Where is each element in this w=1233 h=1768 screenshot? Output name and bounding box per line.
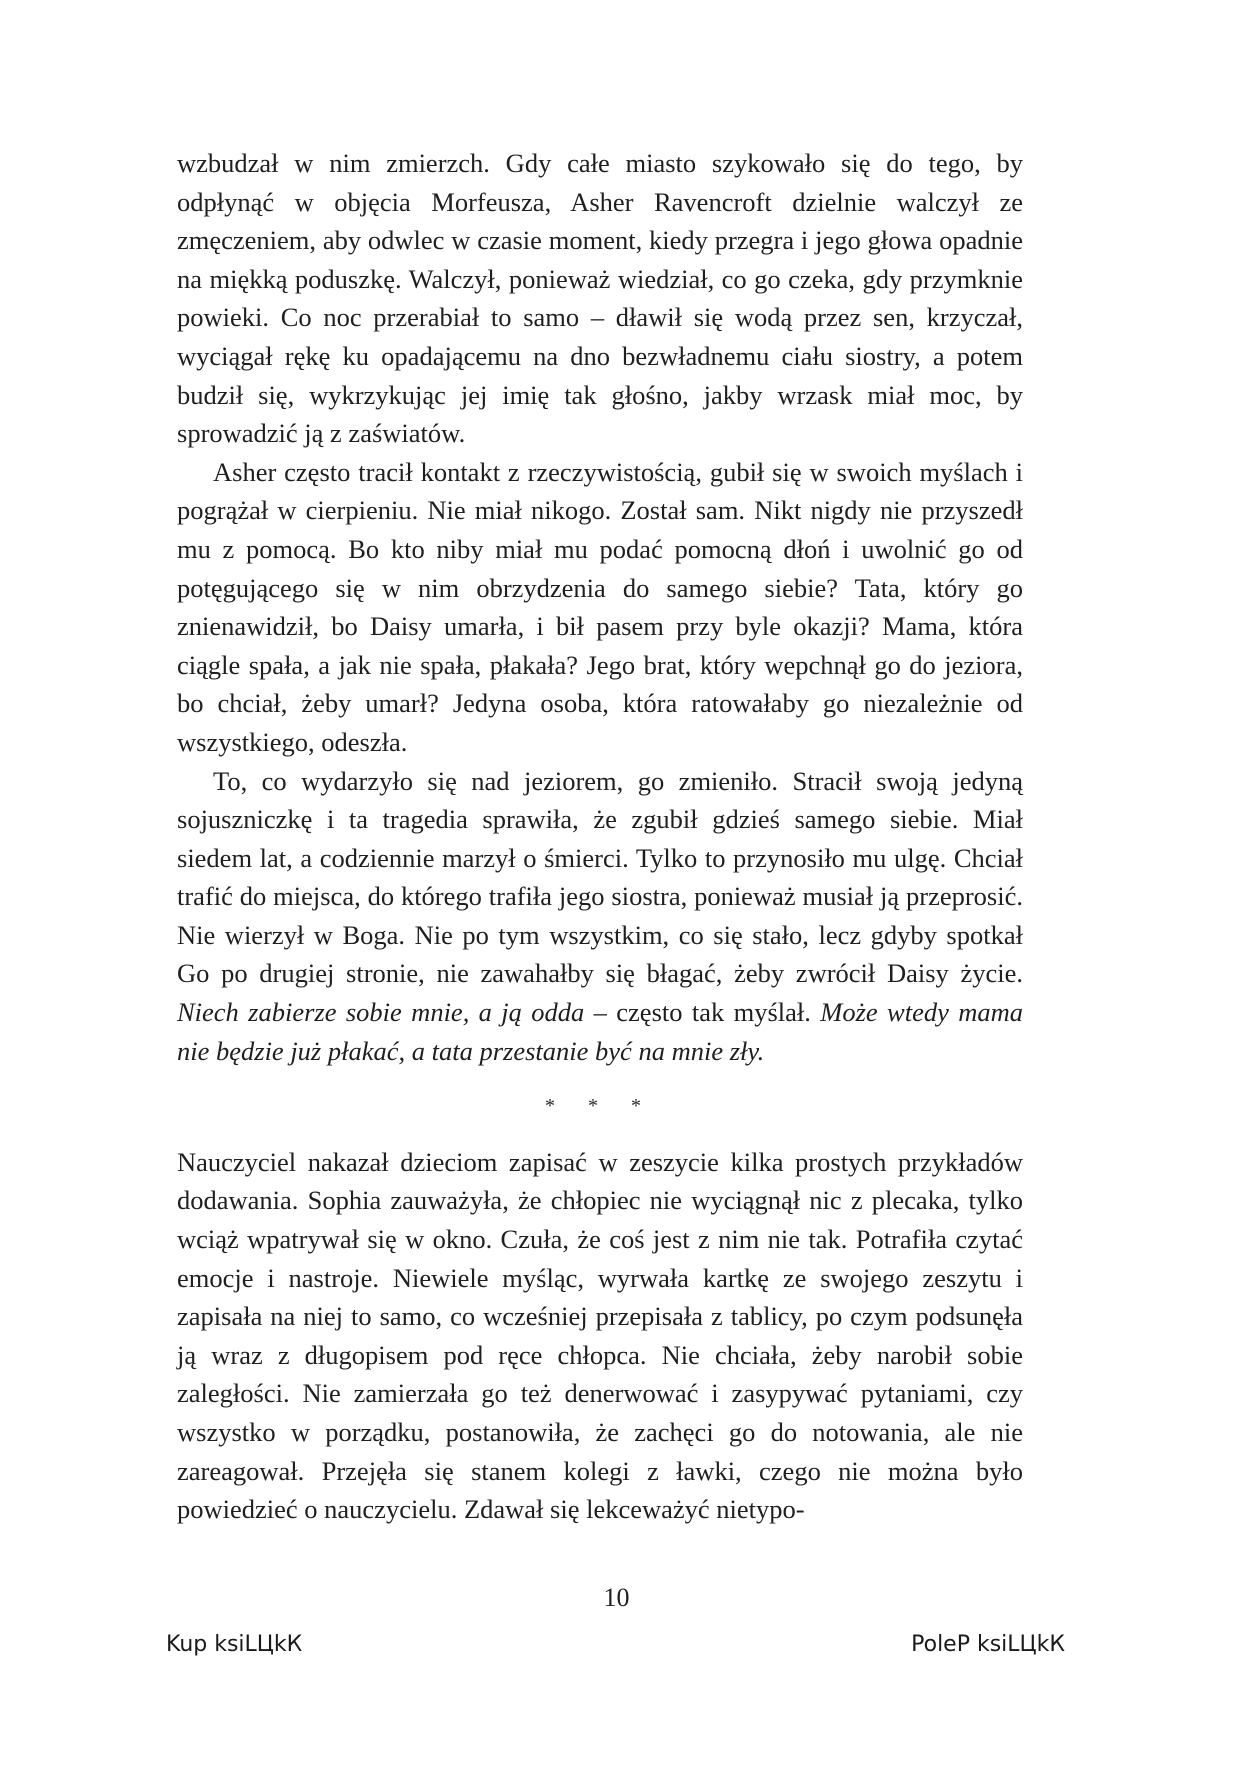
recommend-book-link[interactable]: PoleР ksiLЦkК	[911, 1632, 1065, 1657]
paragraph	[177, 1143, 1023, 1529]
paragraph-text: To, co wydarzyło się nad jeziorem, go zmieniło. Stracił swoją jedyną sojuszniczkę i ta tragedia sprawiła, że zgubił gdzieś samego siebie. Miał siedem lat, a codziennie marzył o śmierci. Tylko to przynosiło mu ulgę. Chciał trafić do miejsca, do którego trafiła jego siostra, ponieważ musiał ją przeprosić. Nie wierzył w Boga. Nie po tym wszystkim, co się stało, lecz gdyby spotkał Go po drugiej stronie, nie zawahałby się błagać, żeby zwrócił Daisy życie.	[177, 765, 1023, 989]
paragraph-text: Asher często tracił kontakt z rzeczywistością, gubił się w swoich myślach i pogrążał w cierpieniu. Nie miał nikogo. Został sam. Nikt nigdy nie przyszedł mu z pomocą. Bo kto niby miał mu podać pomocną dłoń i uwolnić go od potęgującego się w nim obrzydzenia do samego siebie? Tata, który go znienawidził, bo Daisy umarła, i bił pasem przy byle okazji? Mama, która ciągle spała, a jak nie spała, płakała? Jego brat, który wepchnął go do jeziora, bo chciał, żeby umarł? Jedyna osoba, która ratowałaby go niezależnie od wszystkiego, odeszła.	[177, 456, 1023, 757]
paragraph-text: – często tak myślał.	[584, 997, 821, 1028]
page-number: 10	[603, 1583, 630, 1612]
paragraph	[177, 762, 1023, 1071]
italic-text: Może wtedy mama nie będzie już płakać, a tata przestanie być na mnie zły.	[177, 997, 1023, 1066]
paragraph	[177, 144, 1023, 453]
paragraph-text: wzbudzał w nim zmierzch. Gdy całe miasto szykowało się do tego, by odpłynąć w objęcia Morfeusza, Asher Ravencroft dzielnie walczył ze zmęczeniem, aby odwlec w czasie moment, kiedy przegra i jego głowa opadnie na miękką poduszkę. Walczył, ponieważ wiedział, co go czeka, gdy przymknie powieki. Co noc przerabiał to samo – dławił się wodą przez sen, krzyczał, wyciągał rękę ku opadającemu na dno bezwładnemu ciału siostry, a potem budził się, wykrzykując jej imię tak głośno, jakby wrzask miał moc, by sprowadzić ją z zaświatów.	[177, 148, 1023, 449]
buy-book-link[interactable]: Kup ksiLЦkК	[166, 1632, 303, 1657]
section-separator: * * *	[545, 1095, 655, 1118]
book-page-body	[177, 144, 1023, 1529]
paragraph-text: Nauczyciel nakazał dzieciom zapisać w zeszycie kilka prostych przykładów dodawania. Sophia zauważyła, że chłopiec nie wyciągnął nic z plecaka, tylko wciąż wpatrywał się w okno. Czuła, że coś jest z nim nie tak. Potrafiła czytać emocje i nastroje. Niewiele myśląc, wyrwała kartkę ze swojego zeszytu i zapisała na niej to samo, co wcześniej przepisała z tablicy, po czym podsunęła ją wraz z długopisem pod ręce chłopca. Nie chciała, żeby narobił sobie zaległości. Nie zamierzała go też denerwować i zasypywać pytaniami, czy wszystko w porządku, postanowiła, że zachęci go do notowania, ale nie zareagował. Przejęła się stanem kolegi z ławki, czego nie można było powiedzieć o nauczycielu. Zdawał się lekceważyć nietypo-	[177, 1146, 1023, 1525]
italic-text: Niech zabierze sobie mnie, a ją odda	[177, 997, 585, 1028]
paragraph	[177, 453, 1023, 762]
